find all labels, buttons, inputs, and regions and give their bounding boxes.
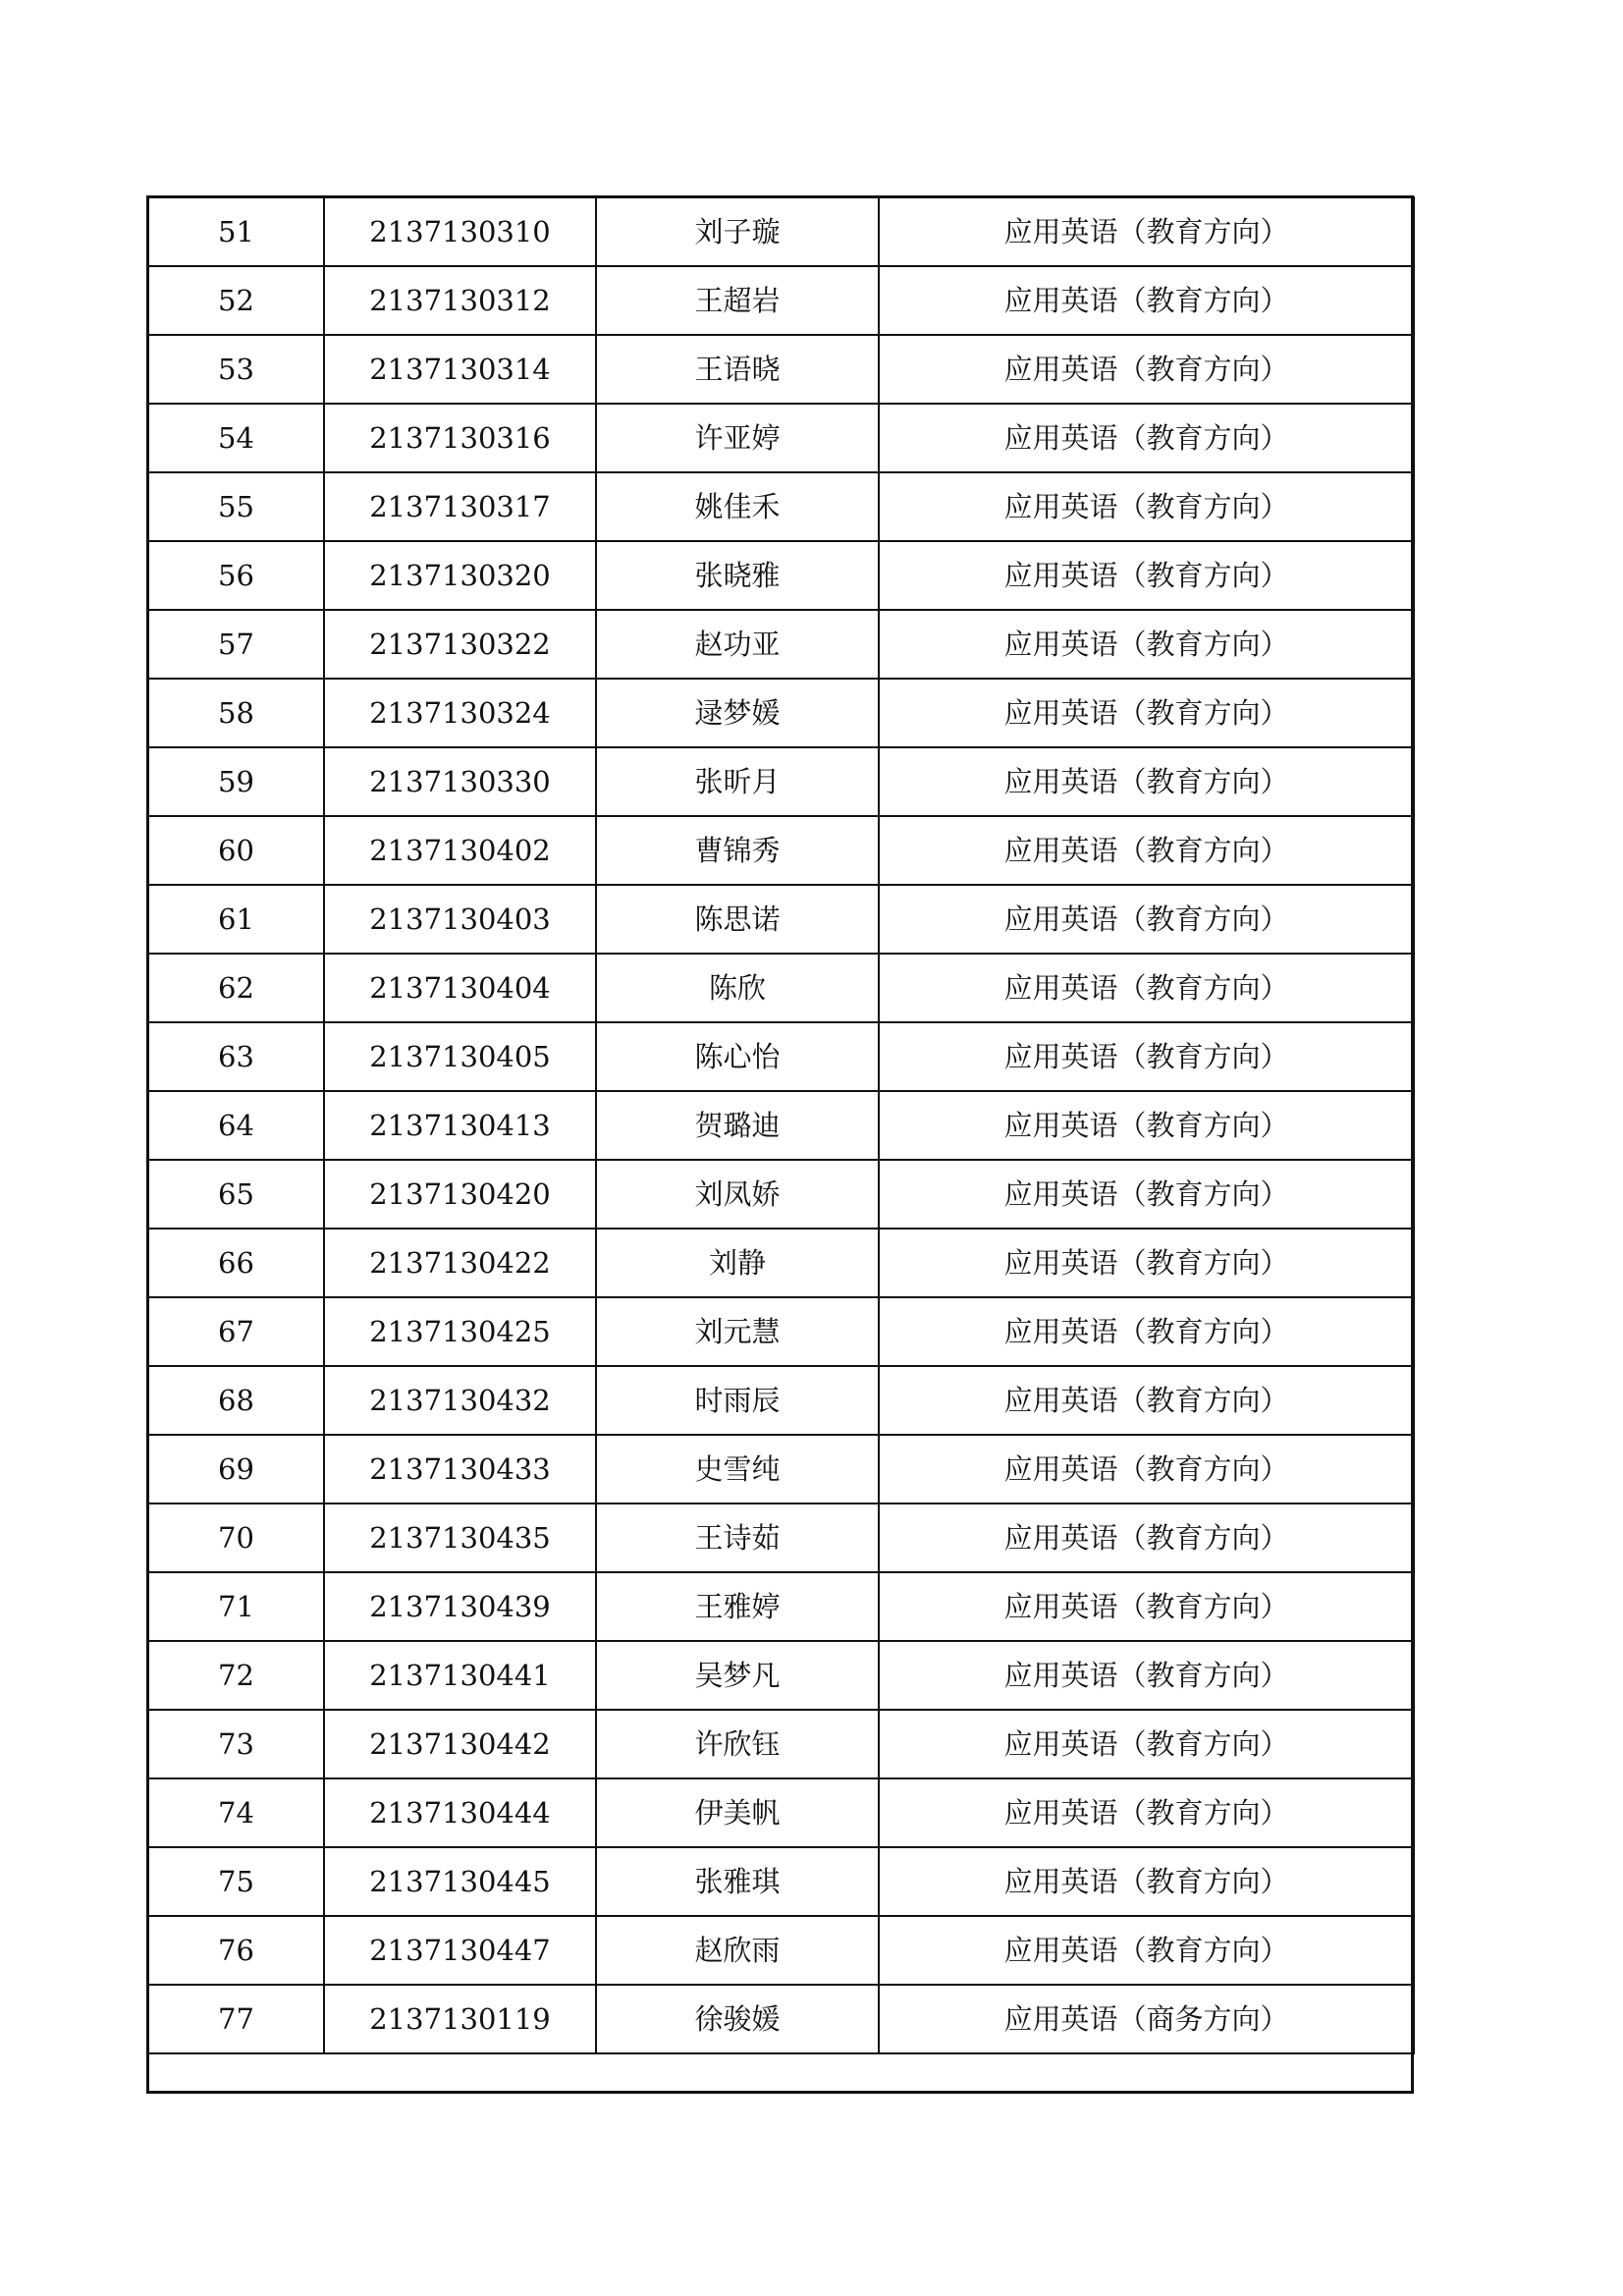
table-row bbox=[148, 1229, 1414, 1297]
row-number: 54 bbox=[148, 404, 324, 472]
student-id: 2137130119 bbox=[324, 1985, 596, 2053]
student-id: 2137130439 bbox=[324, 1572, 596, 1641]
student-name: 赵欣雨 bbox=[596, 1916, 879, 1985]
student-major: 应用英语（教育方向） bbox=[879, 472, 1414, 541]
student-major: 应用英语（教育方向） bbox=[879, 1710, 1414, 1778]
student-name: 刘凤娇 bbox=[596, 1160, 879, 1229]
student-id: 2137130422 bbox=[324, 1229, 596, 1297]
table-row bbox=[148, 266, 1414, 335]
row-number: 74 bbox=[148, 1778, 324, 1847]
student-major: 应用英语（教育方向） bbox=[879, 541, 1414, 610]
student-id: 2137130420 bbox=[324, 1160, 596, 1229]
student-major: 应用英语（教育方向） bbox=[879, 1297, 1414, 1366]
student-id: 2137130444 bbox=[324, 1778, 596, 1847]
student-id: 2137130445 bbox=[324, 1847, 596, 1916]
row-number: 77 bbox=[148, 1985, 324, 2053]
row-number: 73 bbox=[148, 1710, 324, 1778]
table-row bbox=[148, 1503, 1414, 1572]
student-major: 应用英语（教育方向） bbox=[879, 266, 1414, 335]
row-number: 68 bbox=[148, 1366, 324, 1435]
table-row bbox=[148, 1778, 1414, 1847]
student-id: 2137130435 bbox=[324, 1503, 596, 1572]
student-id: 2137130433 bbox=[324, 1435, 596, 1503]
student-major: 应用英语（教育方向） bbox=[879, 1229, 1414, 1297]
table-row bbox=[148, 1022, 1414, 1091]
student-name: 刘元慧 bbox=[596, 1297, 879, 1366]
student-name: 伊美帆 bbox=[596, 1778, 879, 1847]
student-major: 应用英语（教育方向） bbox=[879, 954, 1414, 1022]
row-number: 75 bbox=[148, 1847, 324, 1916]
student-roster-table bbox=[147, 196, 1415, 2054]
student-major: 应用英语（教育方向） bbox=[879, 1022, 1414, 1091]
student-id: 2137130316 bbox=[324, 404, 596, 472]
student-name: 逯梦媛 bbox=[596, 679, 879, 747]
student-name: 刘子璇 bbox=[596, 197, 879, 266]
table-row bbox=[148, 1366, 1414, 1435]
row-number: 64 bbox=[148, 1091, 324, 1160]
student-major: 应用英语（教育方向） bbox=[879, 1503, 1414, 1572]
student-name: 陈心怡 bbox=[596, 1022, 879, 1091]
student-name: 史雪纯 bbox=[596, 1435, 879, 1503]
student-major: 应用英语（教育方向） bbox=[879, 1366, 1414, 1435]
student-name: 姚佳禾 bbox=[596, 472, 879, 541]
student-name: 徐骏媛 bbox=[596, 1985, 879, 2053]
student-id: 2137130320 bbox=[324, 541, 596, 610]
row-number: 65 bbox=[148, 1160, 324, 1229]
table-row bbox=[148, 1435, 1414, 1503]
student-major: 应用英语（教育方向） bbox=[879, 885, 1414, 954]
student-major: 应用英语（教育方向） bbox=[879, 747, 1414, 816]
student-id: 2137130310 bbox=[324, 197, 596, 266]
row-number: 57 bbox=[148, 610, 324, 679]
table-row bbox=[148, 472, 1414, 541]
student-name: 张昕月 bbox=[596, 747, 879, 816]
student-major: 应用英语（教育方向） bbox=[879, 1778, 1414, 1847]
row-number: 66 bbox=[148, 1229, 324, 1297]
student-name: 陈欣 bbox=[596, 954, 879, 1022]
student-name: 陈思诺 bbox=[596, 885, 879, 954]
row-number: 56 bbox=[148, 541, 324, 610]
student-major: 应用英语（教育方向） bbox=[879, 335, 1414, 404]
student-major: 应用英语（教育方向） bbox=[879, 1160, 1414, 1229]
student-id: 2137130405 bbox=[324, 1022, 596, 1091]
table-row bbox=[148, 1847, 1414, 1916]
student-name: 刘静 bbox=[596, 1229, 879, 1297]
student-id: 2137130442 bbox=[324, 1710, 596, 1778]
table-row bbox=[148, 197, 1414, 266]
row-number: 52 bbox=[148, 266, 324, 335]
student-major: 应用英语（教育方向） bbox=[879, 610, 1414, 679]
table-row bbox=[148, 747, 1414, 816]
table-row bbox=[148, 1710, 1414, 1778]
row-number: 67 bbox=[148, 1297, 324, 1366]
student-major: 应用英语（教育方向） bbox=[879, 404, 1414, 472]
student-name: 曹锦秀 bbox=[596, 816, 879, 885]
table-row bbox=[148, 404, 1414, 472]
student-id: 2137130432 bbox=[324, 1366, 596, 1435]
student-id: 2137130441 bbox=[324, 1641, 596, 1710]
row-number: 51 bbox=[148, 197, 324, 266]
table-row bbox=[148, 679, 1414, 747]
table-row bbox=[148, 885, 1414, 954]
row-number: 55 bbox=[148, 472, 324, 541]
row-number: 61 bbox=[148, 885, 324, 954]
student-major: 应用英语（教育方向） bbox=[879, 1641, 1414, 1710]
student-id: 2137130403 bbox=[324, 885, 596, 954]
student-major: 应用英语（教育方向） bbox=[879, 1435, 1414, 1503]
student-name: 王语晓 bbox=[596, 335, 879, 404]
row-number: 62 bbox=[148, 954, 324, 1022]
row-number: 72 bbox=[148, 1641, 324, 1710]
student-major: 应用英语（商务方向） bbox=[879, 1985, 1414, 2053]
student-major: 应用英语（教育方向） bbox=[879, 1916, 1414, 1985]
row-number: 58 bbox=[148, 679, 324, 747]
row-number: 59 bbox=[148, 747, 324, 816]
student-major: 应用英语（教育方向） bbox=[879, 816, 1414, 885]
student-major: 应用英语（教育方向） bbox=[879, 1572, 1414, 1641]
table-row bbox=[148, 954, 1414, 1022]
table-row bbox=[148, 1985, 1414, 2053]
student-name: 贺璐迪 bbox=[596, 1091, 879, 1160]
table-row bbox=[148, 1572, 1414, 1641]
student-id: 2137130317 bbox=[324, 472, 596, 541]
table-row bbox=[148, 335, 1414, 404]
row-number: 63 bbox=[148, 1022, 324, 1091]
roster-body bbox=[148, 197, 1414, 2053]
table-row bbox=[148, 816, 1414, 885]
student-id: 2137130413 bbox=[324, 1091, 596, 1160]
student-name: 王雅婷 bbox=[596, 1572, 879, 1641]
student-name: 王诗茹 bbox=[596, 1503, 879, 1572]
student-id: 2137130447 bbox=[324, 1916, 596, 1985]
student-id: 2137130324 bbox=[324, 679, 596, 747]
row-number: 71 bbox=[148, 1572, 324, 1641]
table-row bbox=[148, 1160, 1414, 1229]
student-name: 张晓雅 bbox=[596, 541, 879, 610]
student-id: 2137130312 bbox=[324, 266, 596, 335]
row-number: 76 bbox=[148, 1916, 324, 1985]
student-name: 王超岩 bbox=[596, 266, 879, 335]
student-major: 应用英语（教育方向） bbox=[879, 679, 1414, 747]
student-major: 应用英语（教育方向） bbox=[879, 1847, 1414, 1916]
student-name: 赵功亚 bbox=[596, 610, 879, 679]
row-number: 70 bbox=[148, 1503, 324, 1572]
student-id: 2137130322 bbox=[324, 610, 596, 679]
table-row bbox=[148, 610, 1414, 679]
table-row bbox=[148, 1091, 1414, 1160]
student-name: 张雅琪 bbox=[596, 1847, 879, 1916]
student-name: 吴梦凡 bbox=[596, 1641, 879, 1710]
student-name: 许欣钰 bbox=[596, 1710, 879, 1778]
student-id: 2137130314 bbox=[324, 335, 596, 404]
student-id: 2137130330 bbox=[324, 747, 596, 816]
table-row bbox=[148, 1916, 1414, 1985]
row-number: 53 bbox=[148, 335, 324, 404]
student-name: 时雨辰 bbox=[596, 1366, 879, 1435]
student-id: 2137130425 bbox=[324, 1297, 596, 1366]
table-row bbox=[148, 1641, 1414, 1710]
row-number: 69 bbox=[148, 1435, 324, 1503]
student-major: 应用英语（教育方向） bbox=[879, 197, 1414, 266]
row-number: 60 bbox=[148, 816, 324, 885]
table-row bbox=[148, 541, 1414, 610]
table-row bbox=[148, 1297, 1414, 1366]
student-name: 许亚婷 bbox=[596, 404, 879, 472]
student-id: 2137130404 bbox=[324, 954, 596, 1022]
student-id: 2137130402 bbox=[324, 816, 596, 885]
student-major: 应用英语（教育方向） bbox=[879, 1091, 1414, 1160]
